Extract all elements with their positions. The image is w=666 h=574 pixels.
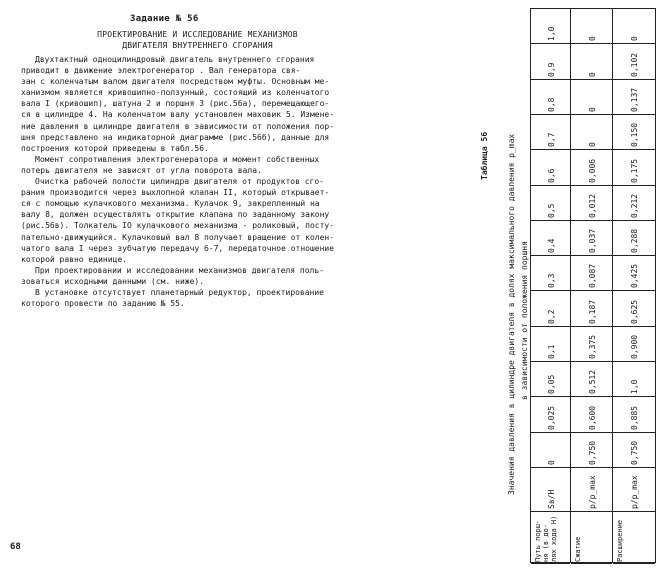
table-cell: 0,750 [588,440,597,465]
table-cell: 0,212 [630,193,639,218]
table-cell: 0,7 [547,132,556,148]
paragraph [21,54,371,154]
table-segment [531,44,570,79]
body-text [21,54,371,309]
table-segment [571,512,612,564]
row-symbol: p/p_max [588,475,597,509]
table-cell: 0 [588,71,597,77]
table-segment [613,44,655,79]
table-segment [613,186,655,221]
table-cell: 0,175 [630,158,639,183]
text-line: (рис.56в). Толкатель IO кулачкового механизма - роликовый, посту- [21,221,335,231]
table-segment [571,397,612,432]
table-cell: 0,087 [588,264,597,289]
text-line: ся в цилиндре 4. На коленчатом валу установлен маховик 5. Измене- [21,110,335,120]
text-line: построения которой приведены в табл.56. [21,143,209,153]
table-segment [613,468,655,512]
table-caption-line-2: в зависимости от положения поршня [520,241,529,400]
page-number: 68 [10,542,21,552]
table-cell: 0,012 [588,193,597,218]
pressure-table [530,8,656,563]
table-segment [531,327,570,362]
row-label: Сжатие [574,536,582,562]
table-segment [613,115,655,150]
table-segment [613,9,655,44]
text-line: ся с помощью кулачкового механизма. Кулачок 9, закрепленный на [21,199,320,209]
text-line: потерь двигателя не зависят от угла поворота вала. [21,165,262,175]
table-cell: 0,025 [547,405,556,430]
table-cell: 0,1 [547,344,556,360]
table-cell: 0,9 [547,62,556,77]
table-cell: 0,137 [630,87,639,112]
table-cell: 0,037 [588,229,597,254]
table-cell: 0,2 [547,309,556,324]
table-cell: 0,425 [630,264,639,289]
table-cell: 0,3 [547,273,556,289]
table-cell: 0 [630,36,639,42]
table-cell: 0,885 [630,405,639,430]
table-cell: 0,5 [547,203,556,218]
header-column [531,9,571,562]
table-cell: 0,600 [588,405,597,430]
table-segment [531,186,570,221]
table-segment [531,80,570,115]
table-segment [613,433,655,468]
table-cell: 0,750 [630,440,639,465]
text-line: При проектировании и исследовании механизмов двигателя поль- [35,265,324,275]
text-line: рания производится через выхлопной клапан II, который открывает- [21,188,330,198]
table-segment [613,150,655,185]
table-segment [571,256,612,291]
table-cell: 1,0 [547,26,556,42]
table-segment [613,256,655,291]
table-cell: 0,006 [588,158,597,183]
table-segment [531,150,570,185]
table-segment [571,327,612,362]
compression-column [571,9,613,562]
table-cell: 0,8 [547,97,556,112]
table-cell: 0,102 [630,52,639,77]
text-line: которой равно единице. [21,254,127,264]
text-line: зан с коленчатым валом двигателя посредством муфты. Основным ме- [21,77,330,87]
table-segment [531,115,570,150]
text-line: валу 8, должен осуществлять открытие клапана по заданному закону [21,210,330,220]
title-line-1: ПРОЕКТИРОВАНИЕ И ИССЛЕДОВАНИЕ МЕХАНИЗМОВ [97,30,298,39]
text-line: которого провести по заданию № 55. [21,299,185,309]
text-line: зоваться исходными данными (см. ниже). [21,276,205,286]
table-caption-line-1: Значения давления в цилиндре двигателя в долях максимального давления p_max [507,133,516,495]
row-symbol: Sв/H [547,489,556,509]
paragraph [21,265,371,287]
table-segment [571,150,612,185]
table-cell: 1,0 [630,379,639,395]
table-cell: 0 [588,107,597,112]
table-segment [531,362,570,397]
text-line: Очистка рабочей полости цилиндра двигателя от продуктов сго- [35,177,324,187]
text-line: В установке отсутствует планетарный редуктор, проектирование [35,287,324,297]
table-segment [531,397,570,432]
table-segment [613,512,655,564]
table-segment [571,186,612,221]
table-cell: 0 [588,36,597,42]
table-segment [571,80,612,115]
text-line: шня представлено на индикаторной диаграмме (рис.56б), данные для [21,132,330,142]
table-cell: 0,512 [588,370,597,395]
table-cell: 0,187 [588,299,597,324]
text-line: ханизмом является кривошипно-ползунный, состоящий из коленчатого [21,88,330,98]
row-label: Путь порш- ня (в до- лях хода H) [534,515,558,562]
table-segment [531,433,570,468]
table-cell: 0,6 [547,168,556,183]
table-segment [613,397,655,432]
text-line: приводит в движение электрогенератор . Вал генератора свя- [21,66,301,76]
table-segment [571,9,612,44]
task-heading: Задание № 56 [130,14,199,24]
table-cell: 0 [547,460,556,465]
table-cell: 0,288 [630,229,639,254]
table-segment [531,291,570,326]
table-number: Таблица 56 [480,131,489,180]
table-cell: 0,150 [630,123,639,148]
row-symbol: p/p_max [630,475,639,509]
table-segment [531,9,570,44]
table-segment [613,362,655,397]
table-segment [571,44,612,79]
table-segment [613,291,655,326]
table-segment [613,221,655,256]
table-segment [571,362,612,397]
text-line: вала I (кривошип), шатуна 2 и поршня 3 (рис.56а), перемещающего- [21,99,330,109]
table-segment [613,327,655,362]
title-line-2: ДВИГАТЕЛЯ ВНУТРЕННЕГО СГОРАНИЯ [122,41,273,50]
table-cell: 0 [588,142,597,148]
table-segment [571,433,612,468]
table-cell: 0,4 [547,238,556,254]
table-segment [531,512,570,564]
table-segment [571,115,612,150]
table-segment [531,256,570,291]
table-segment [613,80,655,115]
text-line: чатого вала I через зубчатую передачу 6-7, передаточное отношение [21,243,335,253]
expansion-column [613,9,655,562]
table-segment [531,221,570,256]
table-cell: 0,05 [547,375,556,395]
text-line: Двухтактный одноцилиндровый двигатель внутреннего сгорания [35,55,315,64]
table-cell: 0,625 [630,299,639,324]
table-cell: 0,900 [630,334,639,360]
text-line: Момент сопротивления электрогенератора и момент собственных [35,154,320,164]
table-segment [571,221,612,256]
paragraph [21,154,371,176]
paragraph [21,176,371,265]
text-line: пательно-движущийся. Кулачковый вал 8 получает вращение от колен- [21,232,335,242]
table-cell: 0,375 [588,334,597,360]
table-segment [571,468,612,512]
paragraph [21,287,371,309]
text-line: ние давления в цилиндре двигателя в зависимости от положения пор- [21,121,335,131]
table-segment [531,468,570,512]
table-segment [571,291,612,326]
row-label: Расширение [616,519,624,562]
